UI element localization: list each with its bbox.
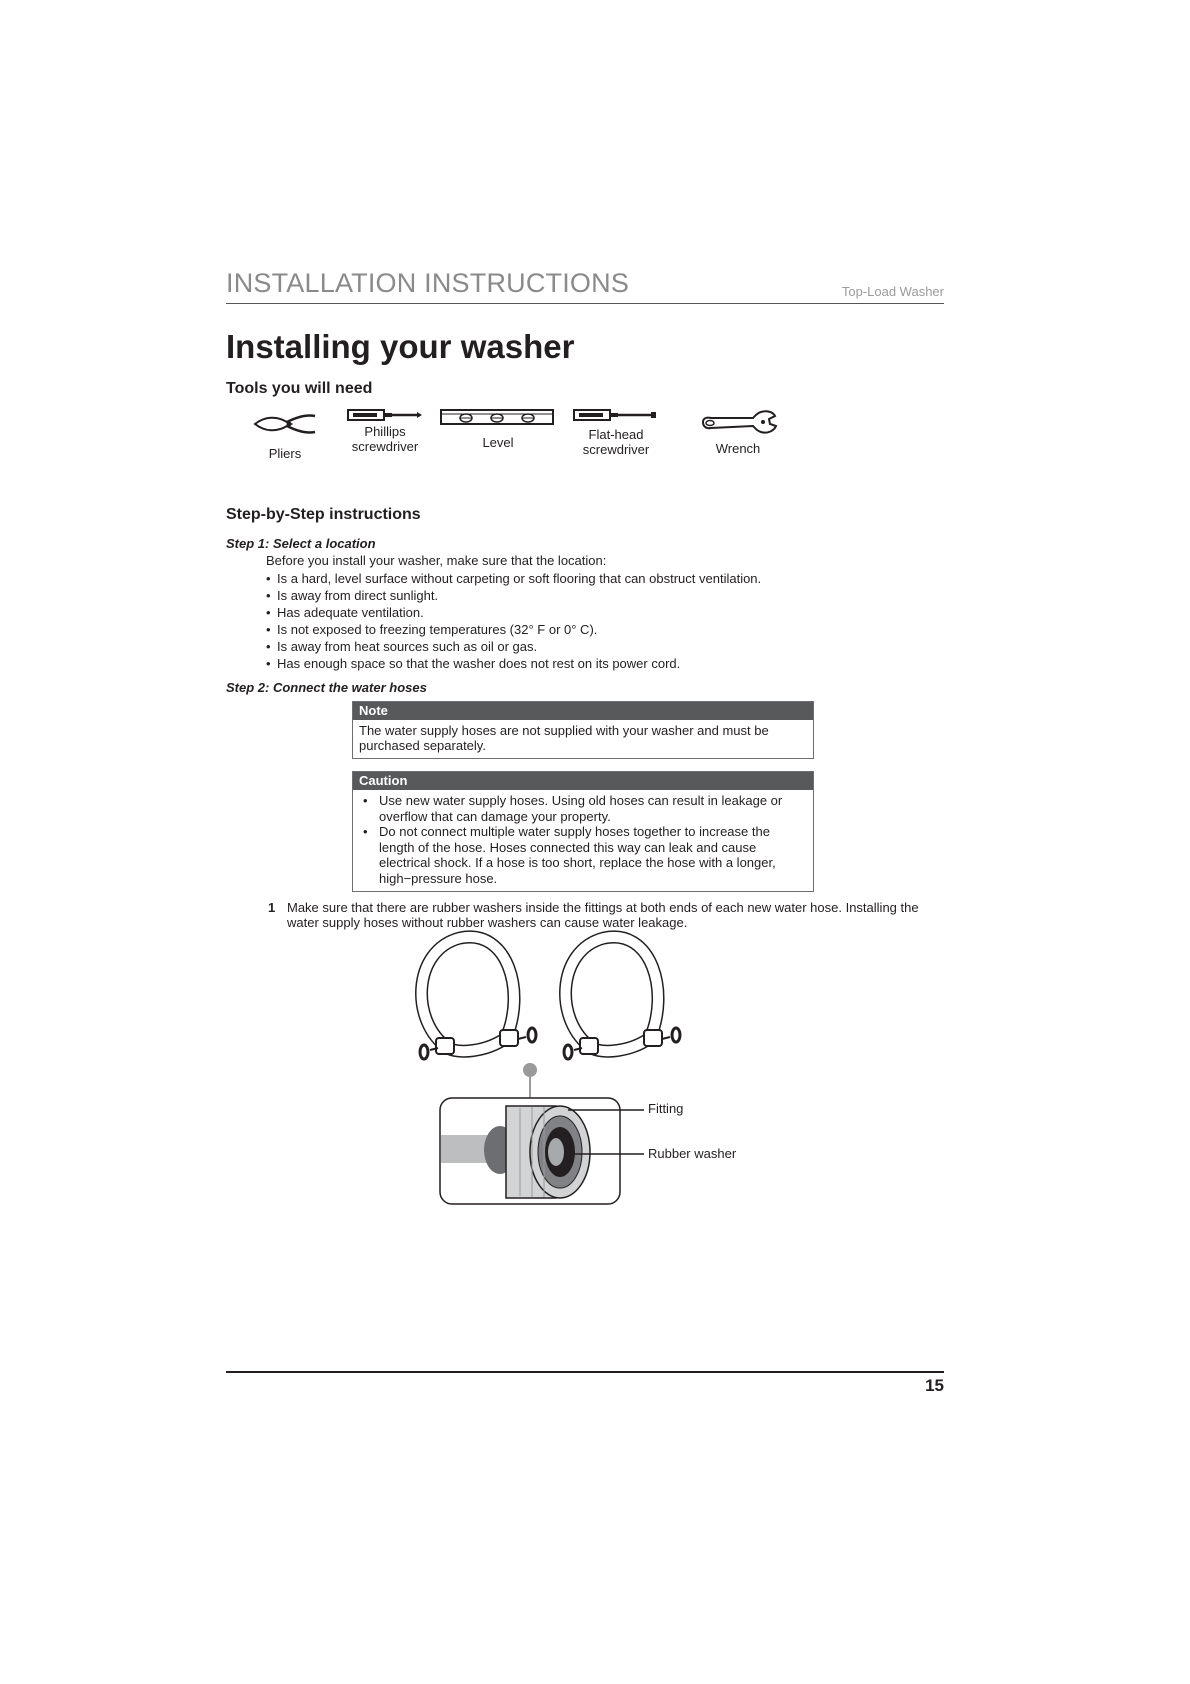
tool-level — [440, 408, 556, 450]
level-icon — [440, 408, 556, 426]
note-text: The water supply hoses are not supplied with your washer and must be purchased separately. — [359, 723, 769, 753]
steps-heading: Step-by-Step instructions — [226, 506, 421, 523]
tool-phillips-screwdriver — [345, 408, 425, 454]
tool-wrench — [695, 410, 781, 456]
fitting-detail-inset — [440, 1098, 620, 1204]
tool-pliers — [250, 410, 320, 461]
note-box — [352, 701, 814, 759]
tools-heading: Tools you will need — [226, 380, 373, 397]
flat-head-screwdriver-icon — [573, 408, 659, 422]
step-1-intro: Before you install your washer, make sure that the location: — [266, 553, 607, 568]
note-title: Note — [353, 702, 813, 720]
product-label: Top-Load Washer — [841, 284, 944, 299]
list-item: • Is away from direct sunlight. — [266, 587, 761, 604]
list-item: • Use new water supply hoses. Using old hoses can result in leakage or overflow that can damage your property. — [353, 793, 807, 824]
wrench-icon — [697, 410, 779, 438]
step-number: 1 — [268, 900, 276, 915]
tool-label: Level — [482, 435, 514, 450]
water-hose-right — [564, 937, 680, 1059]
step-1-label: Step 1: Select a location — [226, 536, 376, 551]
list-item: • Do not connect multiple water supply hoses together to increase the length of the hose. Hoses connected this way can leak and cause electrical shock. If a hose is too short, replace the hose with a longer, high−pressure hose. — [353, 824, 807, 886]
list-item: • Is a hard, level surface without carpeting or soft flooring that can obstruct ventilation. — [266, 570, 761, 587]
step-1-bullet-list — [266, 570, 761, 672]
caution-title: Caution — [353, 772, 813, 790]
list-item: • Has adequate ventilation. — [266, 604, 761, 621]
page-number: 15 — [925, 1376, 944, 1395]
tool-label: Phillips screwdriver — [351, 424, 419, 454]
tool-label: Wrench — [715, 441, 761, 456]
header-divider — [226, 303, 944, 304]
step-2-label: Step 2: Connect the water hoses — [226, 680, 427, 695]
list-item: • Has enough space so that the washer does not rest on its power cord. — [266, 655, 761, 672]
water-hose-left — [420, 937, 536, 1059]
detail-marker — [523, 1063, 537, 1077]
callout-rubber-washer: Rubber washer — [648, 1146, 737, 1161]
tool-label: Pliers — [268, 446, 302, 461]
step-text: Make sure that there are rubber washers inside the fittings at both ends of each new water hose. Installing the water supply hoses without rubber washers can cause water leakage. — [287, 900, 919, 930]
list-item: • Is not exposed to freezing temperatures (32° F or 0° C). — [266, 621, 761, 638]
callout-fitting: Fitting — [648, 1101, 684, 1116]
phillips-screwdriver-icon — [347, 408, 423, 422]
tool-flat-head-screwdriver — [573, 408, 659, 457]
footer-divider — [226, 1371, 944, 1373]
pliers-icon — [251, 410, 319, 440]
section-title: INSTALLATION INSTRUCTIONS — [226, 268, 630, 298]
caution-list — [353, 793, 807, 886]
tool-label: Flat-head screwdriver — [582, 427, 650, 457]
caution-box — [352, 771, 814, 892]
hose-illustration — [410, 930, 710, 1206]
list-item: • Is away from heat sources such as oil or gas. — [266, 638, 761, 655]
instruction-step — [268, 900, 938, 930]
page-title: Installing your washer — [226, 328, 575, 365]
